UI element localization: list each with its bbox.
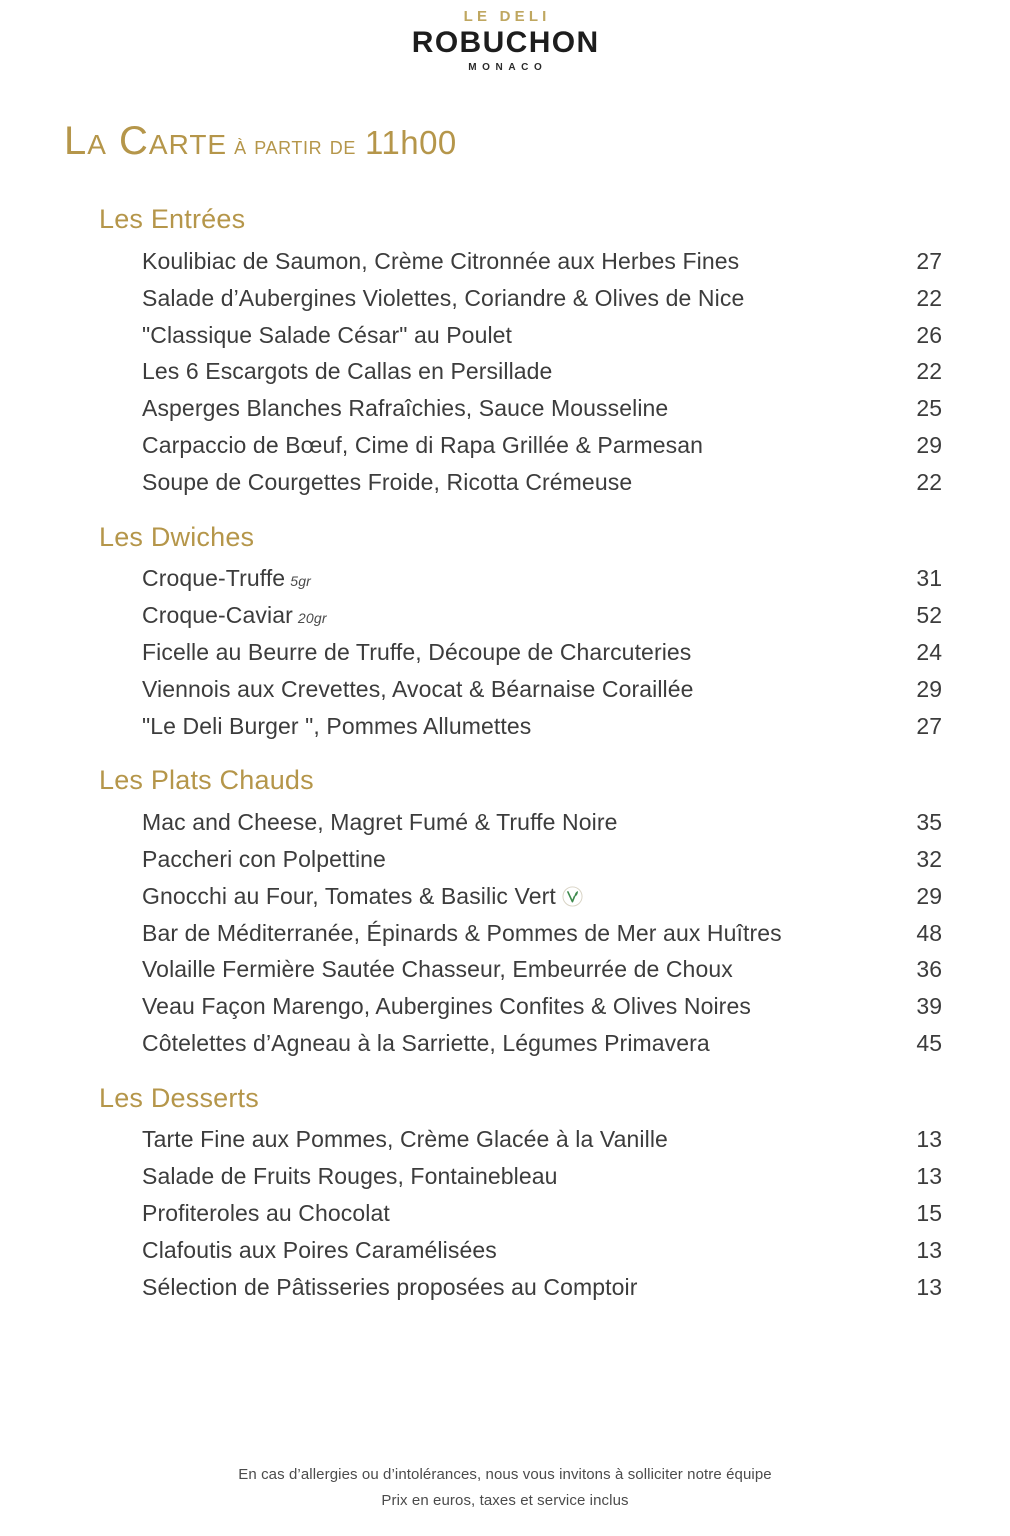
menu-item-name: Tarte Fine aux Pommes, Crème Glacée à la Vanille <box>142 1126 668 1153</box>
menu-item-name-wrap <box>142 390 870 427</box>
menu-item-name-wrap <box>142 427 870 464</box>
menu-item <box>99 708 950 745</box>
menu-item-name-wrap <box>142 671 870 708</box>
menu-footer <box>0 1462 1010 1515</box>
menu-item-name: "Le Deli Burger ", Pommes Allumettes <box>142 712 532 739</box>
menu-item-name-wrap <box>142 878 870 915</box>
menu-item-name-wrap <box>142 1269 870 1306</box>
menu-item-name: Côtelettes d’Agneau à la Sarriette, Légumes Primavera <box>142 1029 710 1056</box>
menu-item-name: Sélection de Pâtisseries proposées au Comptoir <box>142 1273 638 1300</box>
menu-item-name: Paccheri con Polpettine <box>142 845 386 872</box>
menu-item <box>99 671 950 708</box>
menu-item <box>99 597 950 634</box>
menu-item <box>99 243 950 280</box>
menu-item-price: 27 <box>916 248 942 275</box>
menu-item-quantity: 20gr <box>297 610 327 627</box>
menu-item <box>99 951 950 988</box>
menu-item-price: 29 <box>916 432 942 459</box>
menu-item-quantity: 5gr <box>290 573 312 590</box>
menu-item-name-wrap <box>142 1195 870 1232</box>
page-title <box>64 119 1010 164</box>
menu-sections <box>0 203 1010 1305</box>
menu-item-name: Carpaccio de Bœuf, Cime di Rapa Grillée & Parmesan <box>142 432 704 459</box>
menu-item-name-wrap <box>142 915 870 952</box>
menu-item-name: Koulibiac de Saumon, Crème Citronnée aux Herbes Fines <box>142 248 740 275</box>
menu-item-price: 22 <box>916 284 942 311</box>
menu-item <box>99 1195 950 1232</box>
menu-item-name: Bar de Méditerranée, Épinards & Pommes de Mer aux Huîtres <box>142 919 782 946</box>
menu-section <box>99 521 950 745</box>
menu-item <box>99 317 950 354</box>
menu-item-name-wrap <box>142 560 870 597</box>
menu-item <box>99 1121 950 1158</box>
menu-item-price: 27 <box>916 712 942 739</box>
menu-item-name-wrap <box>142 951 870 988</box>
menu-item-name-wrap <box>142 804 870 841</box>
menu-item-price: 39 <box>916 993 942 1020</box>
menu-item-name: Profiteroles au Chocolat <box>142 1200 390 1227</box>
menu-item-list <box>99 560 950 744</box>
menu-item <box>99 464 950 501</box>
menu-item-name-wrap <box>142 1025 870 1062</box>
menu-item-name-wrap <box>142 353 870 390</box>
menu-item-price: 52 <box>916 602 942 629</box>
menu-item-name: Asperges Blanches Rafraîchies, Sauce Mousseline <box>142 395 669 422</box>
section-heading: Les Desserts <box>99 1082 259 1113</box>
menu-item <box>99 1269 950 1306</box>
menu-section <box>99 1082 950 1306</box>
footer-allergy-note: En cas d’allergies ou d’intolérances, nous vous invitons à solliciter notre équipe <box>238 1465 772 1483</box>
menu-item <box>99 1025 950 1062</box>
page-title-sub: à partir de <box>234 132 356 161</box>
menu-item <box>99 841 950 878</box>
menu-item-name: Veau Façon Marengo, Aubergines Confites & Olives Noires <box>142 993 751 1020</box>
menu-item-price: 22 <box>916 358 942 385</box>
menu-item-name: Viennois aux Crevettes, Avocat & Béarnaise Coraillée <box>142 675 694 702</box>
menu-item <box>99 353 950 390</box>
menu-item-name: Gnocchi au Four, Tomates & Basilic Vert <box>142 882 556 909</box>
menu-item-name-wrap <box>142 597 870 634</box>
menu-item-name: Salade d’Aubergines Violettes, Coriandre & Olives de Nice <box>142 284 745 311</box>
menu-item-price: 31 <box>916 565 942 592</box>
menu-item-price: 35 <box>916 809 942 836</box>
menu-item <box>99 427 950 464</box>
menu-item-name-wrap <box>142 634 870 671</box>
menu-item-price: 25 <box>916 395 942 422</box>
menu-item-name-wrap <box>142 243 870 280</box>
menu-item-price: 29 <box>916 675 942 702</box>
section-heading: Les Dwiches <box>99 521 255 552</box>
vegetarian-icon <box>562 886 583 907</box>
menu-item-price: 13 <box>916 1273 942 1300</box>
menu-item-name-wrap <box>142 708 870 745</box>
menu-item-name-wrap <box>142 464 870 501</box>
menu-item-name: Croque-Caviar <box>142 602 293 629</box>
menu-item <box>99 988 950 1025</box>
menu-item-price: 48 <box>916 919 942 946</box>
menu-item-name: Ficelle au Beurre de Truffe, Découpe de Charcuteries <box>142 639 692 666</box>
menu-item-list <box>99 1121 950 1305</box>
menu-item-price: 26 <box>916 321 942 348</box>
menu-item-name: Volaille Fermière Sautée Chasseur, Embeurrée de Choux <box>142 956 733 983</box>
menu-item <box>99 878 950 915</box>
menu-item-price: 45 <box>916 1029 942 1056</box>
menu-item-price: 15 <box>916 1200 942 1227</box>
menu-item-price: 24 <box>916 639 942 666</box>
brand-logo <box>0 0 1010 73</box>
menu-item <box>99 1158 950 1195</box>
menu-section <box>99 203 950 500</box>
menu-section <box>99 764 950 1061</box>
menu-item-price: 36 <box>916 956 942 983</box>
menu-item-name: Croque-Truffe <box>142 565 286 592</box>
menu-item-price: 29 <box>916 882 942 909</box>
menu-item <box>99 560 950 597</box>
menu-item-list <box>99 804 950 1062</box>
menu-item <box>99 804 950 841</box>
menu-item-price: 13 <box>916 1236 942 1263</box>
menu-item <box>99 634 950 671</box>
menu-item-name-wrap <box>142 280 870 317</box>
menu-item-name-wrap <box>142 841 870 878</box>
section-heading: Les Entrées <box>99 204 246 235</box>
menu-item-price: 13 <box>916 1126 942 1153</box>
menu-item-list <box>99 243 950 501</box>
footer-price-note: Prix en euros, taxes et service inclus <box>381 1491 629 1509</box>
menu-item-price: 22 <box>916 468 942 495</box>
menu-item-name-wrap <box>142 1232 870 1269</box>
menu-item-name: Mac and Cheese, Magret Fumé & Truffe Noire <box>142 809 618 836</box>
brand-robuchon: ROBUCHON <box>411 25 600 59</box>
menu-item <box>99 390 950 427</box>
menu-item-name-wrap <box>142 1158 870 1195</box>
brand-le-deli: LE DELI <box>463 8 551 25</box>
menu-item-price: 13 <box>916 1163 942 1190</box>
menu-item-name: Clafoutis aux Poires Caramélisées <box>142 1236 497 1263</box>
menu-item-name-wrap <box>142 317 870 354</box>
menu-item <box>99 280 950 317</box>
menu-item-name: Salade de Fruits Rouges, Fontainebleau <box>142 1163 558 1190</box>
page-title-main: La Carte <box>64 119 228 164</box>
page-title-time: 11h00 <box>364 124 457 162</box>
menu-item-name: Les 6 Escargots de Callas en Persillade <box>142 358 553 385</box>
menu-item <box>99 915 950 952</box>
brand-monaco: MONACO <box>468 62 548 74</box>
menu-item-name: "Classique Salade César" au Poulet <box>142 321 513 348</box>
menu-item-name-wrap <box>142 1121 870 1158</box>
menu-item <box>99 1232 950 1269</box>
menu-item-name-wrap <box>142 988 870 1025</box>
menu-item-name: Soupe de Courgettes Froide, Ricotta Crémeuse <box>142 468 633 495</box>
menu-item-price: 32 <box>916 845 942 872</box>
section-heading: Les Plats Chauds <box>99 765 314 796</box>
